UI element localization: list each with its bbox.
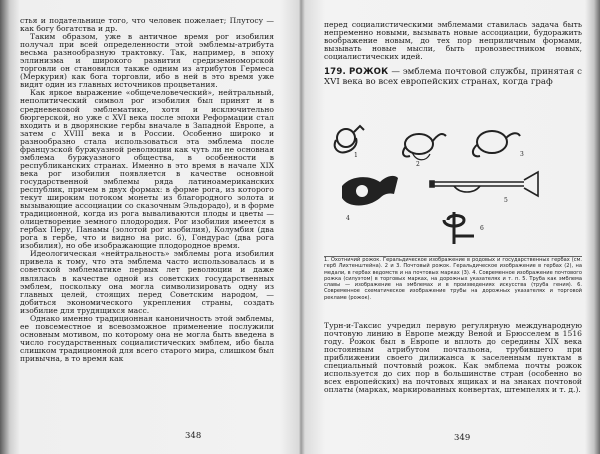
figure-caption: 1. Охотничий рожок. Геральдическое изображение в родовых и государственных гербах (см. герб Лихтенштейна). 2 и 3. Почтовый рожок. Геральдическое изображение в гербах (2), на медали, в гербах ведомств и на почтовых марках (3). 4. Современное изображение почтового рожка (силуэтом) в торговых марках, на дорожных указателях и т. п. 5. Труба как эмблема славы — изображение на эмблемах и в произведениях искусства (труба гения). 6. Современное схематическое изображение трубы на дорожных указателях и торговой рекламе (рожок). <box>324 257 582 301</box>
fig-label-3: 3 <box>520 151 524 158</box>
entry-heading <box>324 67 582 87</box>
right-page-number: 349 <box>454 433 471 443</box>
fig-label-5: 5 <box>504 197 508 204</box>
fig-label-2: 2 <box>416 161 420 168</box>
entry-text: — эмблема почтовой службы, принятая с XVI века во всех европейских странах, когда граф <box>324 67 582 88</box>
entry-number: 179. <box>324 67 347 78</box>
left-paragraph-4: Идеологическая «нейтральность» эмблемы рога изобилия привела к тому, что эта эмблема часто использовалась и в советской эмблематике первых лет революции и даже являлась в качестве одной из советских государственных эмблем, поскольку она могла символизировать одну из главных целей, стоящих перед Советским народом, — добиться экономического укрепления страны, создать изобилие для трудящихся масс. <box>20 249 274 315</box>
left-paragraph-3: Как яркое выражение «общечеловеческий», нейтральный, неполитический символ рог изобилия был принят и в средневековой эмблематике, хотя и исключительно бюргерской, но уже с XVI века после эпохи Реформации стал входить и в дворянские гербы вначале в Западной Европе, а затем с XVIII века и в России. Особенно широко и разнообразно стала использоваться эта эмблема после французской буржуазной революции как чуть ли не основная эмблема буржуазного общества, в особенности в республиканских странах. Именно в это время в начале XIX века рог изобилия появляется в качестве основной государственной эмблемы ряда латиноамериканских республик, причем в двух формах: в форме рога, из которого текут широким потоком монеты из благородного золота и вызывающие ассоциации со сказочным Эльдорадо), и в форме традиционной, когда из рога вываливаются плоды и цветы — олицетворение земного плодородия. Рог изобилия имеется в гербах Перу, Панамы (золотой рог изобилия), Колумбия (два рога в гербе, что и видно на рис. 6), Гондурас (два рога изобилия), но обе изображающие плодородное время. <box>20 88 274 251</box>
fig-label-1: 1 <box>354 152 358 159</box>
trumpet-icon <box>430 172 538 196</box>
fig-label-6: 6 <box>480 225 484 232</box>
hunting-horn-icon <box>335 126 364 152</box>
horn-illustrations <box>324 124 584 254</box>
left-page-number: 348 <box>185 431 202 441</box>
post-horn-icon <box>473 131 520 156</box>
right-page-text <box>324 21 582 87</box>
right-closing-paragraph: Турн-и-Таксис учредил первую регулярную международную почтовую линию в Европе между Веной и Брюсселем в 1516 году. Рожок был в Европе и вплоть до середины XIX века постоянным атрибутом почтальона, трубившего при приближении своего дилижанса к заселенным пунктам в специальный почтовый рожок. Как эмблема почты рожок используется до сих пор в большинстве стран (особенно во всех европейских) на почтовых ящиках и на знаках почтовой оплаты (марках, маркированных конвертах, штемпелях и т. д.). <box>324 322 582 395</box>
left-paragraph-1: стья и подательнице того, что человек пожелает; Плутосу — как богу богатства и др. <box>20 17 274 34</box>
horn-silhouette-icon <box>342 176 398 206</box>
left-paragraph-5: Однако именно традиционная каноничность этой эмблемы, ее повсеместное и всевозможное применение послужили основным мотивом, по которому она не могла быть введена в число государственных социалистических эмблем, ибо была слишком традиционной для всего старого мира, слишком был привычна, в то время как <box>20 313 274 363</box>
right-intro: перед социалистическими эмблемами ставилась задача быть непременно новыми, вызывать новые ассоциации, будоражить воображение новым, до тех пор неприличным формами, вызывать новые мысли, быть провозвестником новых, социалистических идей. <box>324 21 582 62</box>
fig-label-4: 4 <box>346 215 350 222</box>
left-paragraph-2: Таким образом, уже в античное время рог изобилия получал при всей определенности этой эмблемы-атрибута весьма разнообразную трактовку. Так, например, в эпоху эллинизма и широкого развития средиземноморской торговли он становился также одним из атрибутов Гермеса (Меркурия) как бога торговли, ибо в ней в это время уже видят один из главных источников процветания. <box>20 32 274 90</box>
entry-title: РОЖОК <box>348 67 389 78</box>
post-horn-icon <box>403 134 446 160</box>
right-closing-text <box>324 322 582 394</box>
schematic-horn-icon <box>444 212 474 244</box>
left-page-text <box>20 17 274 427</box>
